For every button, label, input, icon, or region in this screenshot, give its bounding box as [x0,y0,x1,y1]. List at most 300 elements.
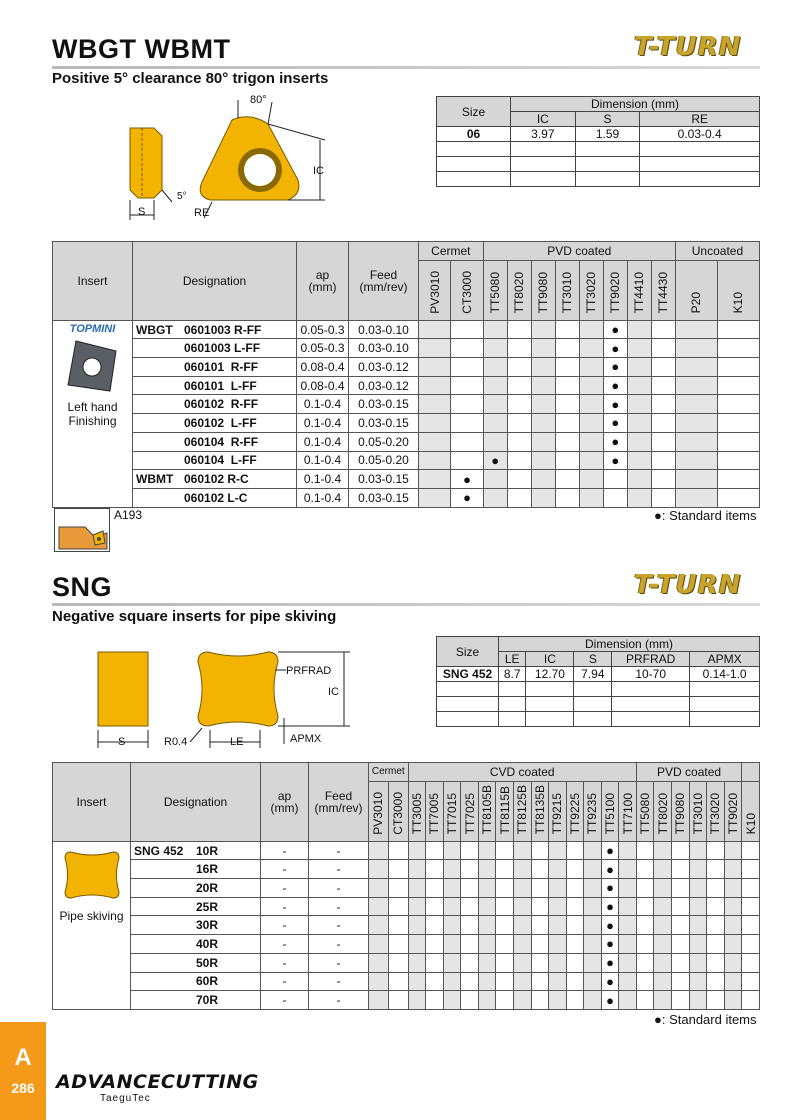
grade-cell [651,339,675,358]
standard-item-dot: ● [491,452,500,468]
designation-cell [133,414,297,433]
dim-col: LE [499,652,526,667]
grade-label: TT8135B [532,785,547,835]
dim-empty [575,157,640,172]
ap-cell: 0.1-0.4 [297,414,349,433]
grade-cell [419,488,451,507]
grade-cell [651,470,675,489]
dim-value: 0.14-1.0 [690,667,760,682]
group-header: Uncoated [675,242,759,261]
grade-cell [724,897,742,916]
standard-item-dot: ● [611,340,620,356]
ap-cell: - [261,879,309,898]
grade-label: TT9215 [550,793,565,835]
grade-cell [619,935,637,954]
grade-cell [651,358,675,377]
grade-cell [651,488,675,507]
grade-cell [627,432,651,451]
grade-cell [426,860,444,879]
feed-header: Feed (mm/rev) [349,242,419,321]
grade-cell [689,991,707,1010]
table-row [53,414,760,433]
grade-cell [651,414,675,433]
grade-cell [603,339,627,358]
grade-label: TT9235 [585,793,600,835]
grade-cell [549,935,567,954]
grade-cell [531,916,549,935]
grade-cell [566,991,584,1010]
table-row [53,879,760,898]
dim-col: RE [640,112,760,127]
insert-header: Insert [53,763,131,842]
standard-item-dot: ● [611,378,620,394]
grade-cell [496,897,514,916]
dim-col: S [575,112,640,127]
insert-label: Left hand Finishing [67,399,118,428]
grade-cell [742,916,760,935]
grade-header [419,260,451,320]
grade-cell [619,953,637,972]
label-prfrad: PRFRAD [286,665,332,677]
ap-cell: 0.1-0.4 [297,451,349,470]
grade-cell [584,860,602,879]
grade-cell [513,972,531,991]
grade-header [496,781,514,841]
group-header: PVD coated [636,763,741,782]
grade-label: TT8125B [515,785,530,835]
designation-prefix: WBGT [136,322,173,337]
insert-cell [53,841,131,1009]
designation-cell [133,488,297,507]
grade-cell [461,841,479,860]
standard-item-dot: ● [606,899,614,915]
grade-cell [707,879,725,898]
grade-cell [672,897,690,916]
grade-cell [742,972,760,991]
grade-cell [408,860,426,879]
grade-cell [675,470,717,489]
grade-cell [531,972,549,991]
grade-cell [651,320,675,339]
table-row [53,470,760,489]
grade-cell [549,860,567,879]
table-row [53,935,760,954]
grade-cell [483,395,507,414]
designation-code: 0601003 R-FF [184,322,262,337]
table-row [53,339,760,358]
grade-cell [408,991,426,1010]
dim-col: IC [511,112,576,127]
grade-cell [603,376,627,395]
grade-cell [443,860,461,879]
grade-cell [717,320,759,339]
grade-cell [584,972,602,991]
grade-cell [451,320,483,339]
table-row [53,860,760,879]
table-row [53,488,760,507]
ap-cell: - [261,916,309,935]
tab-letter: A [14,1044,32,1071]
designation-code: 25R [196,899,219,914]
grade-header [724,781,742,841]
standard-item-dot: ● [611,415,620,431]
grade-label: TT9225 [567,793,582,835]
grade-cell [707,972,725,991]
standard-item-dot: ● [606,992,614,1008]
table-row [53,320,760,339]
grade-cell [388,897,408,916]
grade-cell [627,320,651,339]
section2-subtitle: Negative square inserts for pipe skiving [52,608,337,625]
trigon-insert-icon [58,335,128,395]
dim-value: 10-70 [612,667,690,682]
grade-cell [443,897,461,916]
standard-item-dot: ● [611,434,620,450]
grade-cell [426,879,444,898]
dim-empty [640,172,760,187]
designation-code: 16R [196,862,219,877]
ap-cell: 0.05-0.3 [297,320,349,339]
grade-cell [451,414,483,433]
grade-cell [724,972,742,991]
grade-header [531,260,555,320]
grade-cell [724,953,742,972]
grade-cell [689,935,707,954]
grade-cell [566,841,584,860]
grade-cell [478,916,496,935]
grade-cell [369,916,389,935]
grade-cell [584,935,602,954]
grade-cell [531,395,555,414]
grade-label: TT9020 [725,793,740,835]
grade-cell [555,358,579,377]
ap-cell: 0.08-0.4 [297,376,349,395]
ap-cell: 0.1-0.4 [297,470,349,489]
grade-cell [419,376,451,395]
designation-cell [131,935,261,954]
grade-cell [619,841,637,860]
dim-empty [437,697,499,712]
ap-cell: - [261,953,309,972]
designation-header: Designation [133,242,297,321]
grade-cell [579,414,603,433]
standard-item-dot: ● [463,471,471,487]
grade-cell [496,991,514,1010]
grade-cell [566,860,584,879]
grade-cell [601,841,619,860]
grade-cell [507,320,531,339]
grade-cell [619,897,637,916]
group-header-blank [742,763,760,782]
grade-cell [603,470,627,489]
grade-cell [555,451,579,470]
grade-label: TT3020 [584,272,599,314]
grade-header [555,260,579,320]
grade-label: TT7015 [444,793,459,835]
standard-item-dot: ● [606,936,614,952]
grade-cell [636,897,654,916]
square-insert-icon [57,846,127,904]
grade-cell [603,320,627,339]
grade-cell [507,376,531,395]
dim-col: S [574,652,612,667]
grade-header [443,781,461,841]
grade-cell [388,953,408,972]
grade-cell [555,320,579,339]
grade-cell [651,451,675,470]
ap-cell: 0.1-0.4 [297,395,349,414]
standard-item-dot: ● [611,359,620,375]
grade-cell [601,879,619,898]
grade-cell [654,972,672,991]
ap-cell: 0.1-0.4 [297,488,349,507]
dim-empty [612,712,690,727]
grade-header [707,781,725,841]
grade-cell [603,488,627,507]
dim-empty [640,142,760,157]
grade-cell [566,879,584,898]
dim-empty [499,697,526,712]
label-ic2: IC [328,686,339,698]
feed-cell: - [309,991,369,1010]
designation-cell [131,897,261,916]
grade-cell [707,991,725,1010]
grade-cell [419,470,451,489]
grade-cell [636,972,654,991]
grade-cell [636,991,654,1010]
grade-cell [675,376,717,395]
table-row [53,376,760,395]
grade-cell [584,916,602,935]
grade-cell [408,953,426,972]
dim-empty [574,712,612,727]
grade-cell [419,395,451,414]
grade-cell [513,916,531,935]
grade-cell [478,841,496,860]
label-re: RE [194,207,210,219]
label-r: R0.4 [164,736,188,748]
grade-cell [507,488,531,507]
designation-cell [133,470,297,489]
grade-header [483,260,507,320]
grade-cell [531,488,555,507]
grade-header [584,781,602,841]
grade-cell [426,935,444,954]
designation-code: 060104 R-FF [184,434,259,449]
standard-item-dot: ● [611,396,620,412]
dim-empty [574,697,612,712]
grade-cell [461,897,479,916]
label-apmx: APMX [290,733,322,745]
standard-item-dot: ● [606,843,614,859]
dim-empty [511,172,576,187]
grade-cell [443,953,461,972]
trigon-insert-drawing [120,90,340,230]
grade-cell [419,339,451,358]
grade-label: TT8115B [497,786,512,835]
dim-empty [640,157,760,172]
feed-cell: - [309,879,369,898]
group-header: Cermet [419,242,484,261]
dim-empty [526,697,574,712]
grade-cell [654,991,672,1010]
grade-cell [619,916,637,935]
grade-cell [717,432,759,451]
dimension-header: Dimension (mm) [499,637,760,652]
topmini-logo: TOPMINI [69,322,116,335]
grade-cell [478,953,496,972]
grade-cell [513,860,531,879]
grade-cell [478,972,496,991]
grade-cell [675,432,717,451]
grade-label: CT3000 [391,791,406,835]
grade-header [627,260,651,320]
group-header: Cermet [369,763,409,782]
dim-col: APMX [690,652,760,667]
grade-cell [419,320,451,339]
feed-cell: 0.03-0.12 [349,358,419,377]
ap-cell: - [261,841,309,860]
grade-label: TT5080 [638,793,653,835]
grade-header [461,781,479,841]
grade-header [388,781,408,841]
standard-item-dot: ● [606,955,614,971]
grade-cell [461,953,479,972]
designation-cell [133,339,297,358]
grade-cell [742,953,760,972]
dim-value: 0.03-0.4 [640,127,760,142]
insert-header: Insert [53,242,133,321]
grade-cell [579,488,603,507]
table-row [53,897,760,916]
grade-cell [369,935,389,954]
grade-label: TT7005 [427,793,442,835]
grade-cell [549,879,567,898]
grade-cell [443,916,461,935]
grade-cell [707,860,725,879]
feed-cell: - [309,860,369,879]
designation-cell [133,451,297,470]
standard-item-dot: ● [606,880,614,896]
dim-empty [437,172,511,187]
dim-size: SNG 452 [437,667,499,682]
grade-cell [531,860,549,879]
grade-cell [549,897,567,916]
grade-cell [461,860,479,879]
grade-cell [689,860,707,879]
grade-cell [654,935,672,954]
grade-cell [369,860,389,879]
designation-code: 060101 R-FF [184,359,259,374]
grade-cell [675,320,717,339]
grade-table-2 [52,762,760,1010]
feed-cell: 0.03-0.15 [349,395,419,414]
grade-cell [531,470,555,489]
grade-header [531,781,549,841]
grade-header [566,781,584,841]
grade-cell [461,879,479,898]
grade-cell [369,972,389,991]
designation-code: 060102 R-FF [184,397,259,412]
grade-cell [531,879,549,898]
grade-cell [513,879,531,898]
grade-cell [603,432,627,451]
grade-cell [507,432,531,451]
dim-size: 06 [437,127,511,142]
grade-cell [443,935,461,954]
grade-cell [483,339,507,358]
grade-cell [388,879,408,898]
group-header: CVD coated [408,763,636,782]
brand-sub: TaeguTec [100,1093,151,1104]
grade-cell [443,991,461,1010]
grade-cell [555,470,579,489]
grade-label: TT7100 [620,793,635,835]
grade-cell [672,860,690,879]
grade-cell [584,991,602,1010]
dim-empty [574,682,612,697]
sng-insert-image [53,842,130,907]
designation-code: 30R [196,918,219,933]
grade-cell [408,879,426,898]
grade-cell [426,897,444,916]
grade-label: TT8020 [655,793,670,835]
grade-cell [388,972,408,991]
grade-cell [675,451,717,470]
grade-cell [483,488,507,507]
grade-cell [555,395,579,414]
grade-cell [451,451,483,470]
dim-value: 3.97 [511,127,576,142]
grade-cell [707,953,725,972]
grade-cell [496,879,514,898]
grade-cell [419,451,451,470]
grade-cell [566,953,584,972]
designation-code: 50R [196,955,219,970]
grade-cell [451,470,483,489]
grade-cell [654,879,672,898]
grade-cell [672,879,690,898]
grade-cell [549,991,567,1010]
grade-cell [724,879,742,898]
designation-code: 20R [196,880,219,895]
grade-cell [388,841,408,860]
page-ref-box [54,508,110,552]
grade-cell [742,897,760,916]
grade-cell [531,953,549,972]
label-s2: S [118,736,126,748]
grade-cell [451,395,483,414]
grade-cell [636,841,654,860]
section1-subtitle: Positive 5° clearance 80° trigon inserts [52,70,329,87]
grade-cell [507,358,531,377]
section1-rule [52,66,760,69]
grade-cell [496,953,514,972]
holder-icon [55,509,109,551]
grade-cell [717,395,759,414]
grade-cell [707,897,725,916]
designation-cell [131,972,261,991]
ap-cell: - [261,991,309,1010]
designation-code: 40R [196,936,219,951]
grade-label: TT5080 [488,272,503,314]
grade-cell [443,879,461,898]
table-row [53,972,760,991]
grade-cell [672,935,690,954]
grade-cell [672,972,690,991]
grade-cell [724,991,742,1010]
feed-cell: - [309,935,369,954]
